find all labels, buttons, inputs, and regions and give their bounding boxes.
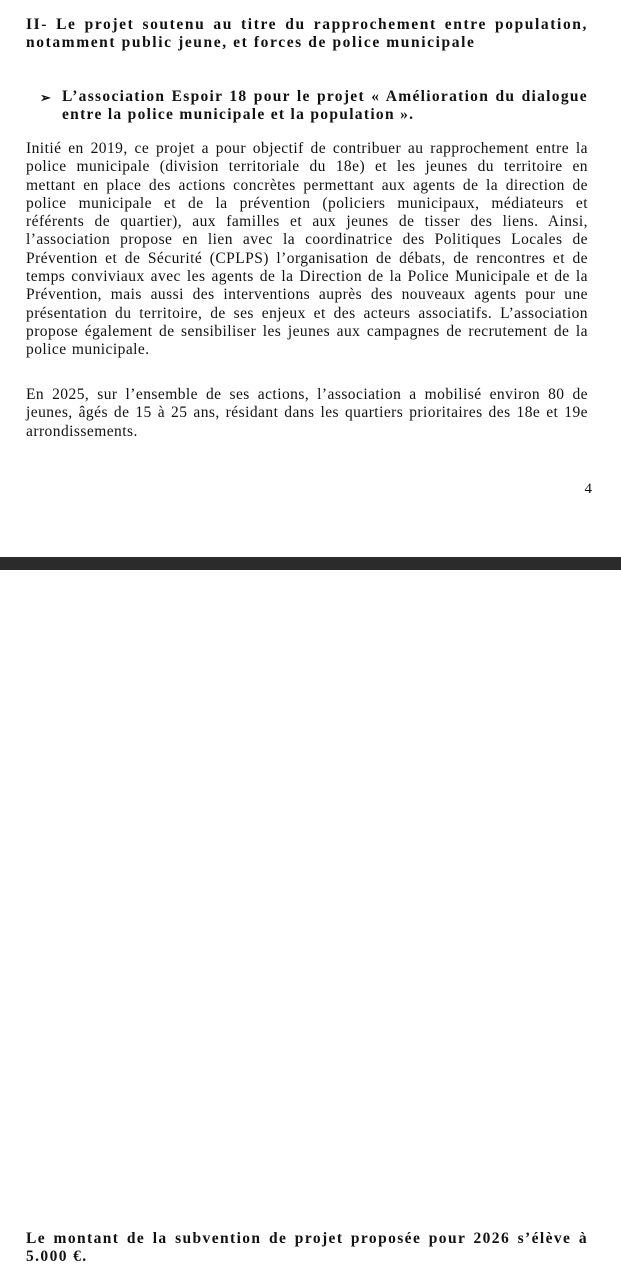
project-description-paragraph: Initié en 2019, ce projet a pour objectif de contribuer au rapprochement entre la police municipale (division territoriale du 18e) et les jeunes du territoire en mettant en place des actions concrètes permettant aux agents de la direction de police municipale et de la prévention (policiers municipaux, médiateurs et référents de quartier), aux familles et aux jeunes de tisser des liens. Ainsi, l’association propose en lien avec la coordinatrice des Politiques Locales de Prévention et de Sécurité (CPLPS) l’organisation de débats, de rencontres et de temps conviviaux avec les agents de la Direction de la Police Municipale et de la Prévention, mais aussi des interventions auprès des nouveaux agents pour une présentation du territoire, de ses enjeux et des acteurs associatifs. L’association propose également de sensibiliser les jeunes aux campagnes de recrutement de la police municipale.: [26, 140, 588, 359]
subsidy-amount-text: Le montant de la subvention de projet proposée pour 2026 s’élève à 5.000 €.: [26, 1230, 588, 1265]
next-document-page: [0, 570, 621, 1265]
page-number: 4: [584, 481, 592, 497]
page-break-divider: [0, 557, 621, 570]
document-page: [0, 0, 621, 557]
subheading-text: L’association Espoir 18 pour le projet « Amélioration du dialogue entre la police municipale et la population ».: [62, 88, 588, 123]
project-results-paragraph: En 2025, sur l’ensemble de ses actions, l’association a mobilisé environ 80 de jeunes, âgés de 15 à 25 ans, résidant dans les quartiers prioritaires des 18e et 19e arrondissements.: [26, 386, 588, 440]
project-subheading: [40, 88, 588, 124]
arrow-bullet-icon: ➢: [40, 90, 53, 105]
section-heading: II- Le projet soutenu au titre du rapprochement entre population, notamment public jeune, et forces de police municipale: [26, 16, 588, 51]
